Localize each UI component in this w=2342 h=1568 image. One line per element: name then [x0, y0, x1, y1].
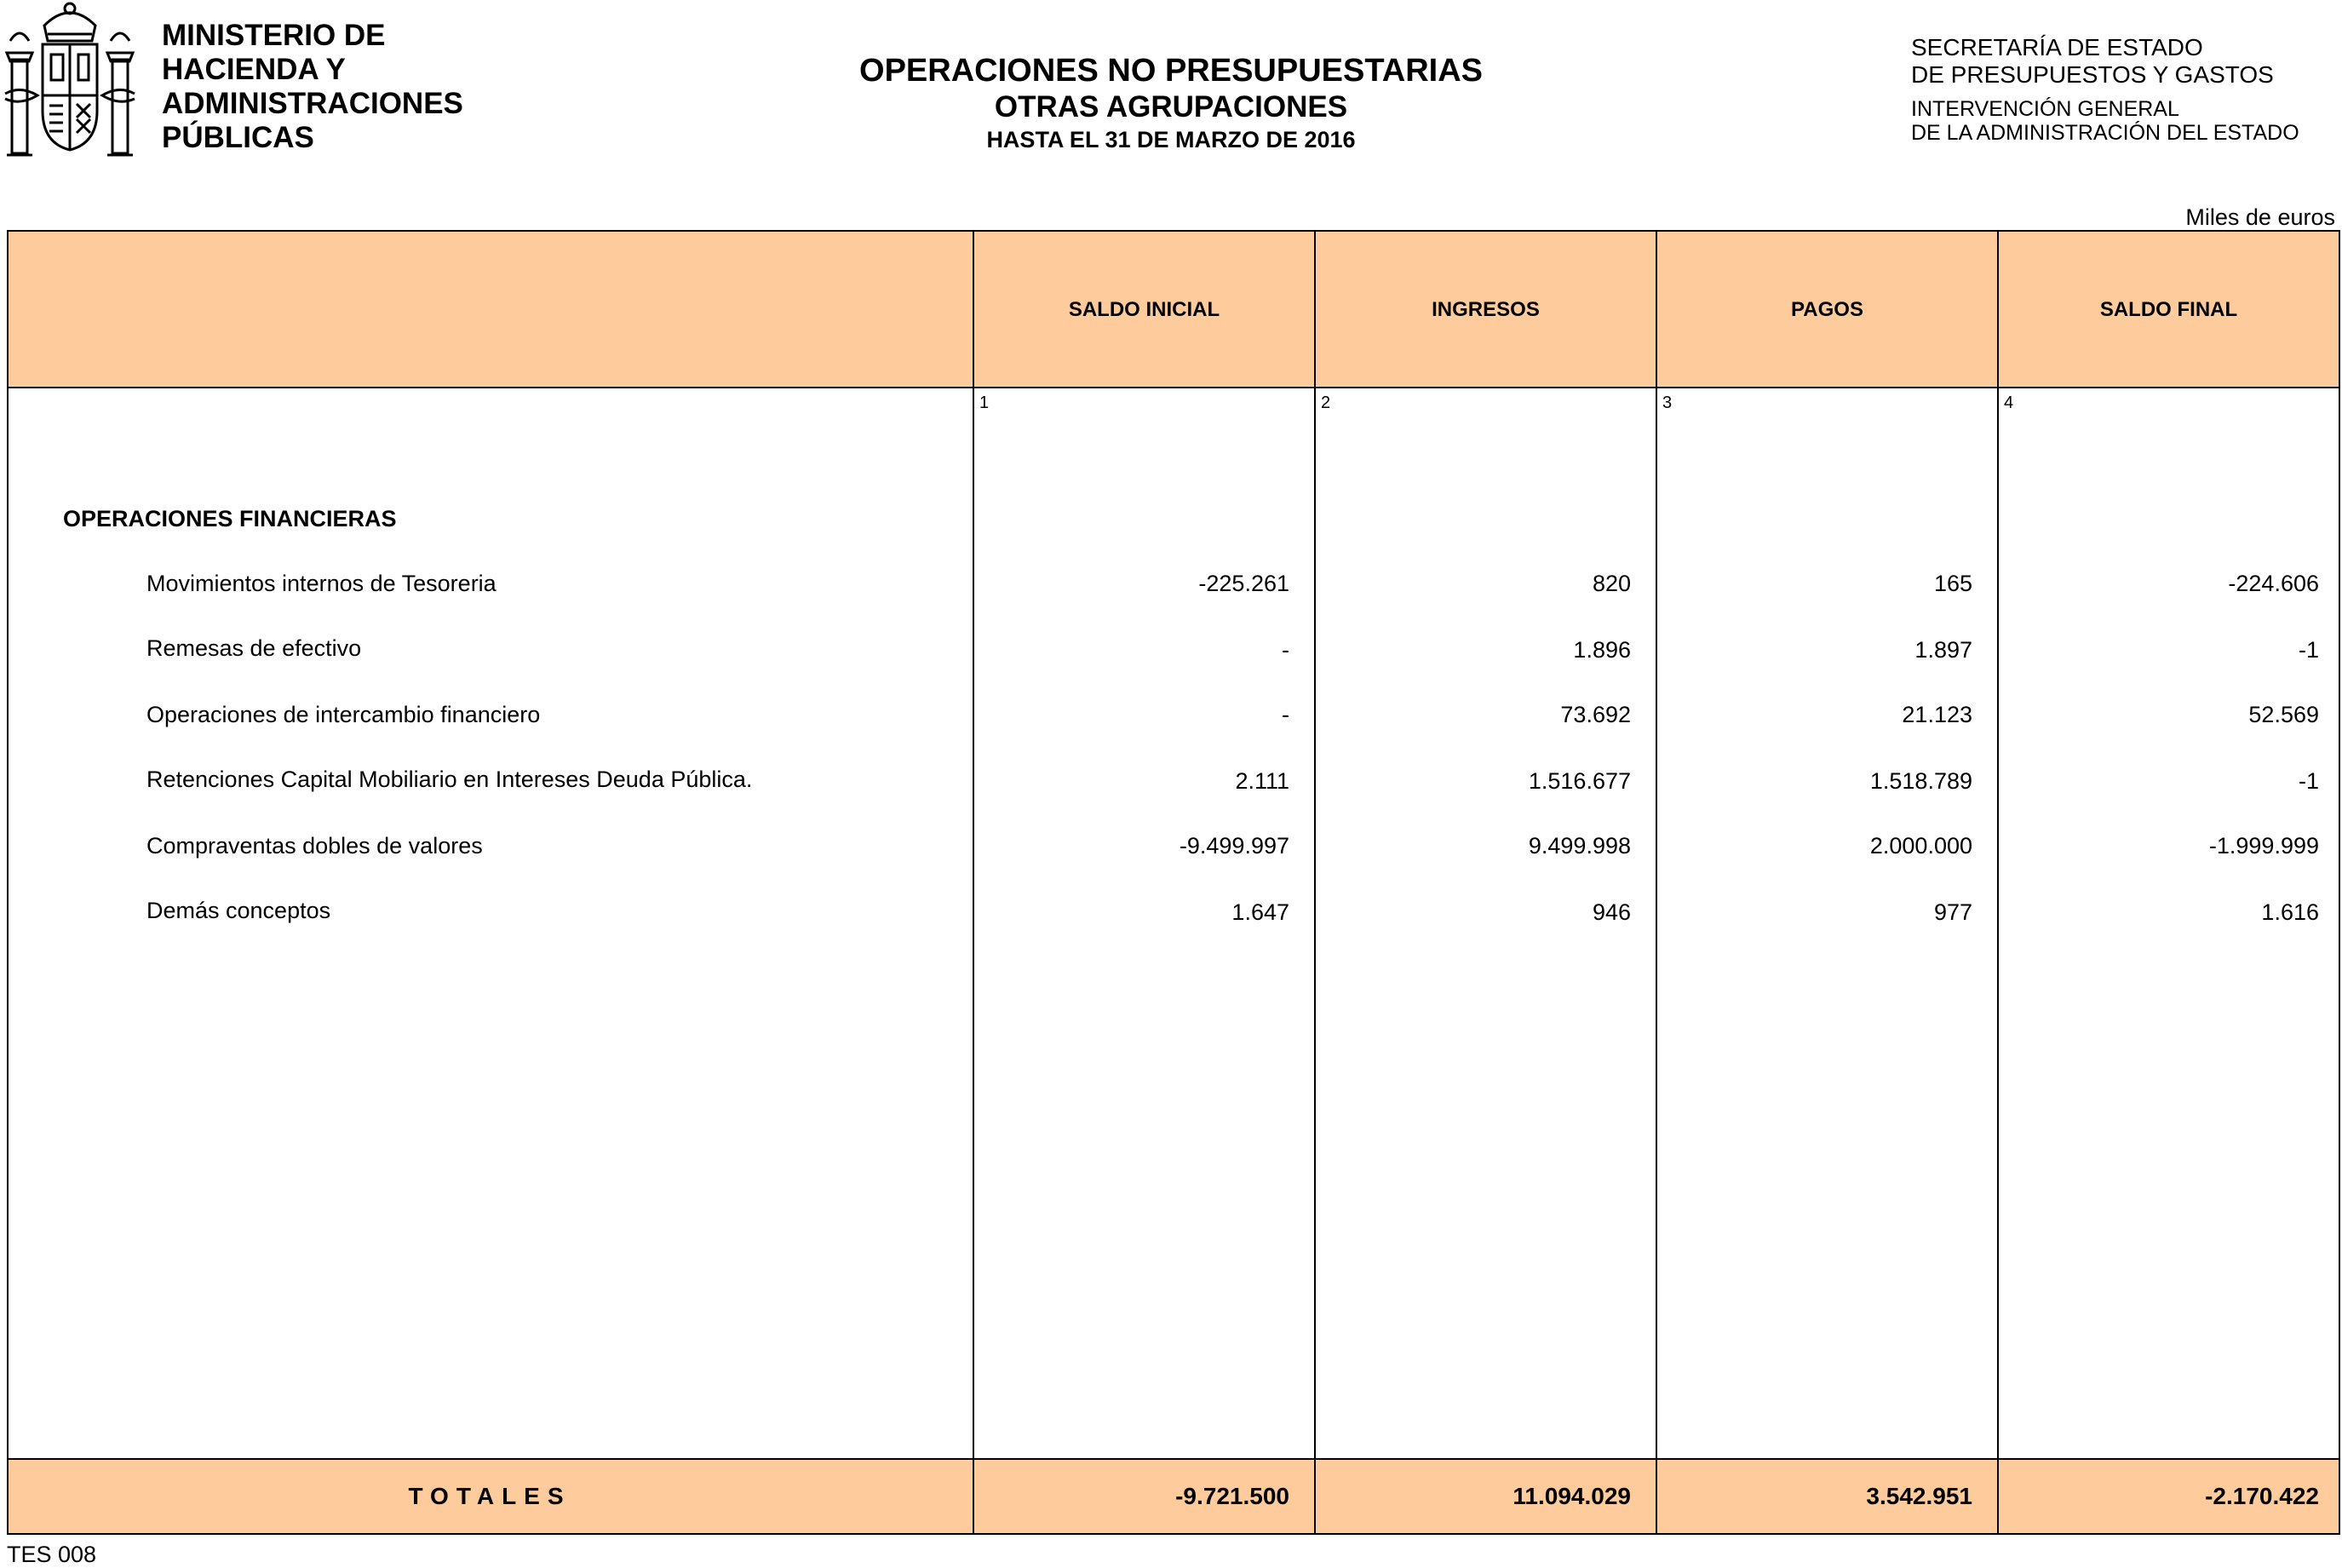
row-label: Demás conceptos: [146, 898, 331, 923]
report-code: TES 008: [7, 1542, 97, 1567]
cell-value: -: [1282, 702, 1289, 727]
totals-label: TOTALES: [408, 1483, 571, 1509]
ministry-line-4: PÚBLICAS: [162, 121, 314, 154]
cell-value: 1.616: [2261, 899, 2319, 925]
cell-value: 2.111: [1235, 768, 1289, 794]
intervencion-block: [1911, 97, 2299, 145]
row-label: Operaciones de intercambio financiero: [146, 702, 541, 727]
data-table: [7, 230, 2340, 1535]
cell-value: -: [1282, 637, 1289, 663]
cell-value: 820: [1592, 571, 1631, 596]
cell-value: -1.999.999: [2208, 833, 2319, 859]
column-header-saldo-inicial: SALDO INICIAL: [1068, 298, 1220, 321]
report-subtitle: OTRAS AGRUPACIONES: [994, 90, 1348, 123]
column-divider: [973, 232, 974, 1533]
column-header-ingresos: INGRESOS: [1432, 298, 1540, 321]
report-date: HASTA EL 31 DE MARZO DE 2016: [986, 127, 1356, 152]
column-header-saldo-final: SALDO FINAL: [2099, 298, 2238, 321]
row-label: Retenciones Capital Mobiliario en Intereses Deuda Pública.: [146, 767, 753, 792]
column-divider: [1997, 232, 1999, 1533]
report-titles: [732, 51, 1610, 155]
cell-value: 1.647: [1231, 899, 1289, 925]
cell-value: 946: [1592, 899, 1631, 925]
cell-value: 9.499.998: [1528, 833, 1631, 859]
cell-value: 165: [1933, 571, 1972, 596]
report-title: OPERACIONES NO PRESUPUESTARIAS: [859, 53, 1483, 89]
cell-value: 52.569: [2248, 702, 2319, 727]
cell-value: 1.518.789: [1869, 768, 1972, 794]
ministry-line-3: ADMINISTRACIONES: [162, 87, 463, 120]
row-label: Remesas de efectivo: [146, 635, 362, 661]
cell-value: -9.499.997: [1179, 833, 1289, 859]
column-number: 3: [1662, 393, 1673, 412]
secretaria-line-2: DE PRESUPUESTOS Y GASTOS: [1911, 61, 2274, 88]
row-label: Movimientos internos de Tesoreria: [146, 571, 497, 596]
cell-value: 21.123: [1902, 702, 1972, 727]
column-divider: [1656, 232, 1657, 1533]
section-heading: OPERACIONES FINANCIERAS: [63, 506, 397, 531]
column-number: 4: [2004, 393, 2014, 412]
spain-coat-of-arms-icon: [3, 0, 136, 164]
cell-value: 1.896: [1573, 637, 1631, 663]
cell-value: -1: [2298, 637, 2319, 663]
total-value: 11.094.029: [1513, 1483, 1631, 1509]
intervencion-line-1: INTERVENCIÓN GENERAL: [1911, 97, 2179, 121]
total-value: 3.542.951: [1866, 1483, 1972, 1509]
intervencion-line-2: DE LA ADMINISTRACIÓN DEL ESTADO: [1911, 121, 2299, 145]
cell-value: 977: [1933, 899, 1972, 925]
cell-value: -224.606: [2228, 571, 2319, 596]
column-number: 2: [1321, 393, 1331, 412]
ministry-line-1: MINISTERIO DE: [162, 19, 386, 52]
column-number: 1: [979, 393, 990, 412]
cell-value: 1.897: [1914, 637, 1972, 663]
cell-value: 1.516.677: [1528, 768, 1631, 794]
total-value: -2.170.422: [2205, 1483, 2319, 1509]
ministry-line-2: HACIENDA Y: [162, 53, 346, 86]
cell-value: 73.692: [1560, 702, 1631, 727]
units-label: Miles de euros: [2185, 204, 2335, 230]
secretaria-line-1: SECRETARÍA DE ESTADO: [1911, 34, 2203, 60]
secretaria-block: [1911, 34, 2274, 89]
cell-value: -225.261: [1198, 571, 1289, 596]
column-header-pagos: PAGOS: [1791, 298, 1863, 321]
ministry-name: [162, 19, 463, 155]
row-label: Compraventas dobles de valores: [146, 833, 483, 859]
cell-value: -1: [2298, 768, 2319, 794]
column-divider: [1314, 232, 1316, 1533]
total-value: -9.721.500: [1175, 1483, 1289, 1509]
cell-value: 2.000.000: [1869, 833, 1972, 859]
